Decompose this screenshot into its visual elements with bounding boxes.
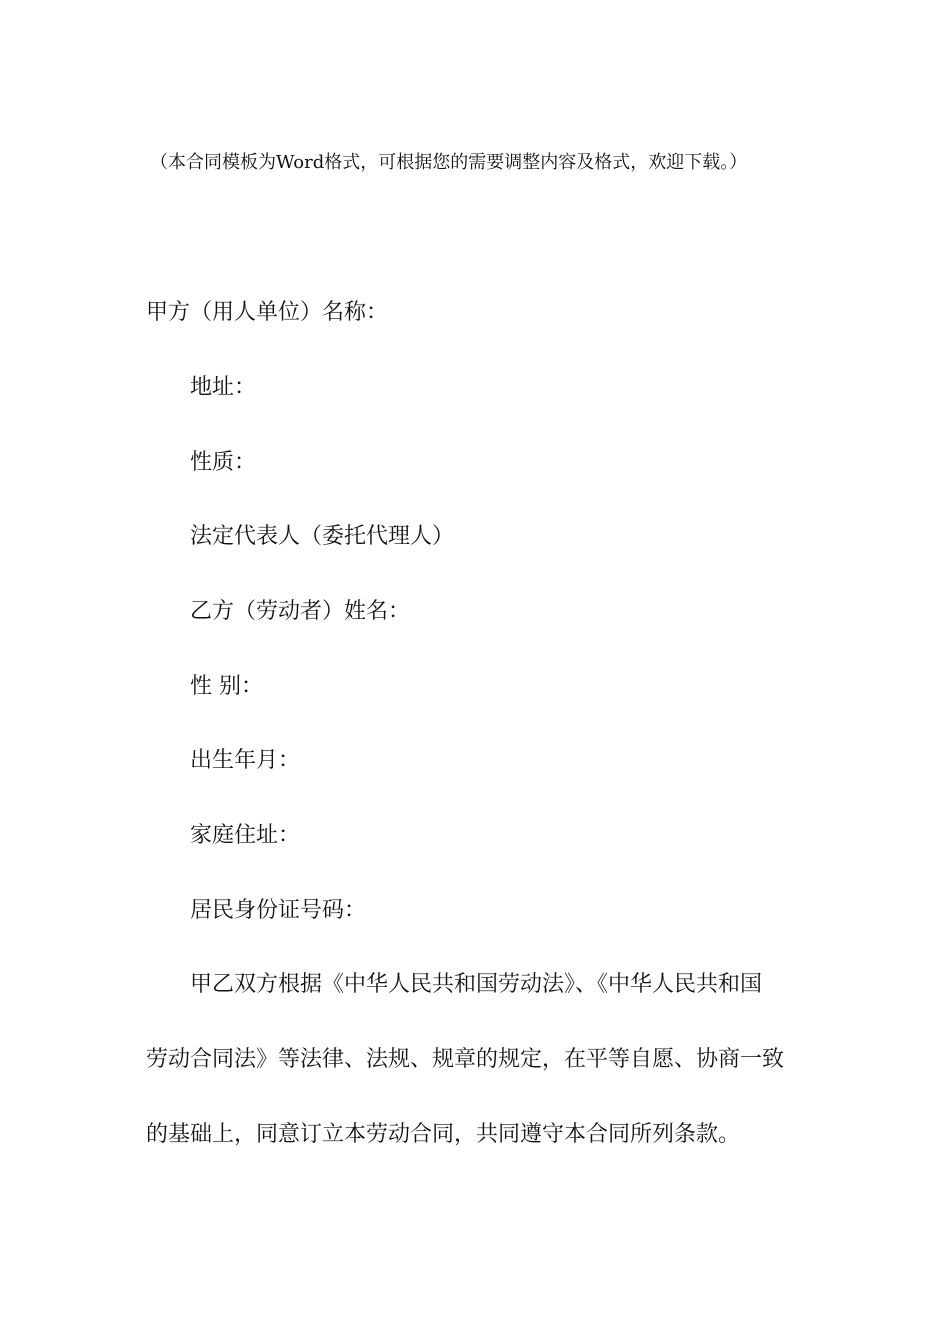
field-address: 地址： bbox=[190, 375, 257, 400]
field-legal-representative: 法定代表人（委托代理人） bbox=[190, 524, 455, 549]
paragraph-line-1: 甲乙双方根据《中华人民共和国劳动法》、《中华人民共和国 bbox=[190, 972, 763, 997]
field-id-number: 居民身份证号码： bbox=[190, 898, 367, 923]
field-party-a-name: 甲方（用人单位）名称： bbox=[146, 300, 389, 325]
field-birth-date: 出生年月： bbox=[190, 748, 301, 773]
template-note: （本合同模板为Word格式，可根据您的需要调整内容及格式，欢迎下载。） bbox=[150, 152, 748, 173]
field-party-b-name: 乙方（劳动者）姓名： bbox=[190, 599, 411, 624]
field-home-address: 家庭住址： bbox=[190, 823, 301, 848]
field-nature: 性质： bbox=[190, 450, 257, 475]
paragraph-line-2: 劳动合同法》等法律、法规、规章的规定，在平等自愿、协商一致 bbox=[146, 1047, 785, 1072]
field-gender: 性 别： bbox=[190, 674, 263, 699]
paragraph-line-3: 的基础上，同意订立本劳动合同，共同遵守本合同所列条款。 bbox=[146, 1122, 741, 1147]
